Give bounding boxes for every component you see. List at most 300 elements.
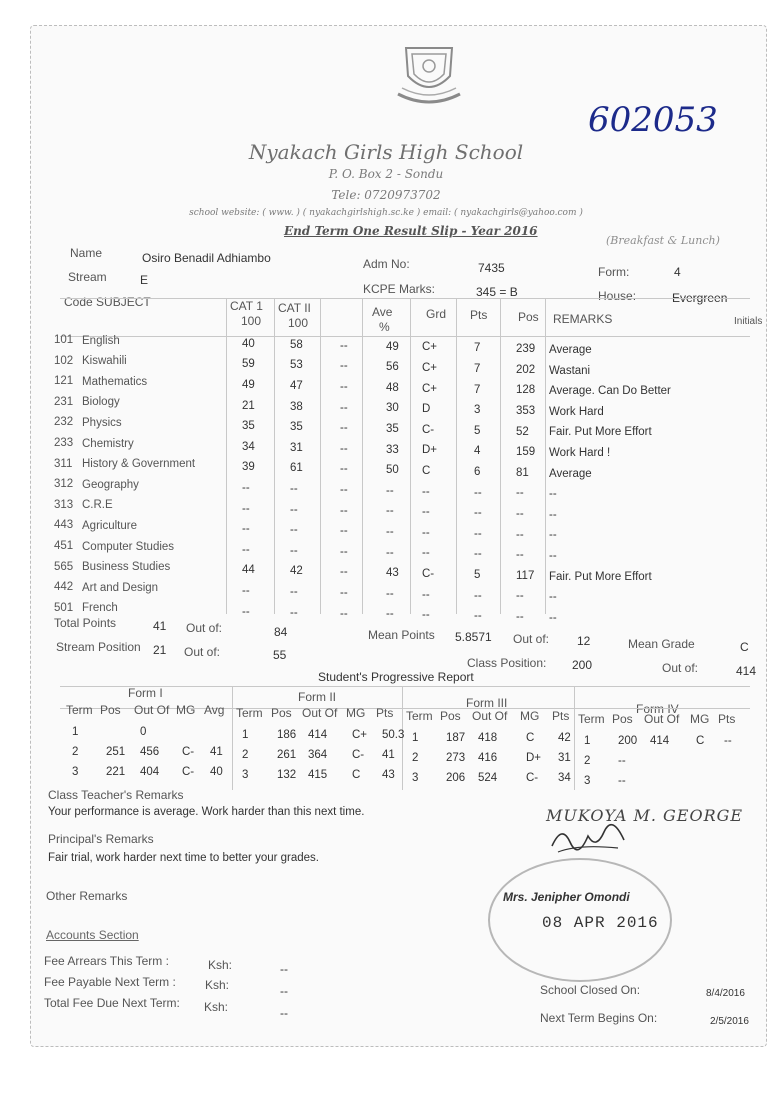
points: 6 xyxy=(474,466,481,478)
kcpe-label: KCPE Marks: xyxy=(363,282,436,296)
progress-header-cell: Term xyxy=(406,709,433,723)
table-col-rule xyxy=(500,298,501,614)
progress-header-cell: Term xyxy=(66,703,93,717)
progress-cell: 414 xyxy=(308,729,328,741)
stamp-date: 08 APR 2016 xyxy=(542,914,659,932)
cat1-score: -- xyxy=(242,502,250,515)
position: -- xyxy=(516,611,524,624)
progress-header-cell: Pts xyxy=(552,709,570,723)
progress-cell: -- xyxy=(618,775,626,787)
table-col-rule xyxy=(410,298,411,614)
cat1-score: 21 xyxy=(242,399,255,412)
position: 128 xyxy=(516,384,536,397)
progress-cell: 415 xyxy=(308,769,328,781)
subject-name: Chemistry xyxy=(82,437,134,450)
stream-value: E xyxy=(140,273,149,287)
mean-out-of-label: Out of: xyxy=(513,632,550,646)
cat2-score: 61 xyxy=(290,462,303,475)
position: 52 xyxy=(516,425,529,438)
cat3-score: -- xyxy=(340,607,348,620)
class-position-value: 200 xyxy=(572,658,593,672)
principal-name: Mrs. Jenipher Omondi xyxy=(503,890,630,904)
principal-remarks-text: Fair trial, work harder next time to better your grades. xyxy=(48,852,319,864)
progress-cell: 40 xyxy=(210,766,223,778)
cat1-score: 40 xyxy=(242,337,255,350)
cat1-score: -- xyxy=(242,481,250,494)
total-points-value: 41 xyxy=(153,619,167,633)
principal-remarks-label: Principal's Remarks xyxy=(48,832,154,846)
average-score: 50 xyxy=(386,464,399,477)
class-teacher-signature: MUKOYA M. GEORGE xyxy=(546,806,744,825)
grade: -- xyxy=(422,485,430,498)
progress-header-cell: MG xyxy=(690,712,710,726)
remarks-header: REMARKS xyxy=(553,312,613,326)
total-fee-due-currency: Ksh: xyxy=(204,1000,229,1014)
progress-cell: 414 xyxy=(650,735,670,747)
cat3-score: -- xyxy=(340,401,348,414)
table-col-rule xyxy=(320,298,321,614)
remark: -- xyxy=(549,549,557,562)
fee-payable-value: -- xyxy=(280,984,288,998)
remark: Average xyxy=(549,343,592,356)
progress-cell: 418 xyxy=(478,732,498,744)
cat2-score: -- xyxy=(290,503,298,516)
position: 353 xyxy=(516,405,536,418)
subject-code: 231 xyxy=(54,395,74,408)
progress-cell: 200 xyxy=(618,735,638,747)
progress-cell: 50.3 xyxy=(382,729,405,741)
cat3-score: -- xyxy=(340,586,348,599)
progress-header-cell: Term xyxy=(236,706,263,720)
cat1-score: 49 xyxy=(242,378,255,391)
progress-header-cell: Pos xyxy=(100,703,121,717)
average-score: -- xyxy=(386,505,394,518)
average-score: 30 xyxy=(386,402,399,415)
cat3-score: -- xyxy=(340,339,348,352)
subject-code: 442 xyxy=(54,581,74,594)
progress-cell: 41 xyxy=(382,749,395,761)
subject-name: Kiswahili xyxy=(82,355,127,368)
slip-title: End Term One Result Slip - Year 2016 xyxy=(284,224,538,238)
cat1-score: -- xyxy=(242,584,250,597)
progress-cell: 31 xyxy=(558,752,571,764)
total-out-of-value: 84 xyxy=(274,625,288,639)
stream-out-of-value: 55 xyxy=(273,648,287,662)
subject-name: Business Studies xyxy=(82,561,171,574)
grade: -- xyxy=(422,588,430,601)
cat2-header: CAT II xyxy=(278,301,311,315)
total-fee-due-value: -- xyxy=(280,1006,288,1020)
points: 4 xyxy=(474,445,481,458)
progress-header-cell: Out Of xyxy=(472,709,508,723)
average-score: 49 xyxy=(386,340,399,353)
cat3-score: -- xyxy=(340,463,348,476)
progress-cell: C- xyxy=(352,749,365,761)
remark: Average. Can Do Better xyxy=(549,385,671,398)
total-points-label: Total Points xyxy=(54,616,117,630)
cat2-score: -- xyxy=(290,544,298,557)
progress-cell: 251 xyxy=(106,746,126,758)
subject-name: Art and Design xyxy=(82,581,159,594)
subject-name: History & Government xyxy=(82,458,196,471)
progress-header-cell: MG xyxy=(520,709,540,723)
house-value: Evergreen xyxy=(672,291,728,305)
progress-header-cell: Out Of xyxy=(134,703,170,717)
cat2-score: 35 xyxy=(290,421,303,434)
class-out-of-label: Out of: xyxy=(662,661,699,675)
grade: -- xyxy=(422,526,430,539)
cat2-score: 47 xyxy=(290,379,303,392)
progress-cell: 261 xyxy=(277,749,297,761)
progress-cell: D+ xyxy=(526,752,542,764)
progress-cell: 3 xyxy=(584,775,591,787)
cat1-score: -- xyxy=(242,605,250,618)
fee-arrears-currency: Ksh: xyxy=(208,958,233,972)
progress-cell: 1 xyxy=(412,732,419,744)
subject-code: 233 xyxy=(54,437,74,449)
progress-header-cell: Out Of xyxy=(644,712,680,726)
cat1-score: -- xyxy=(242,543,250,556)
accounts-section-title: Accounts Section xyxy=(46,928,139,942)
progress-cell: 42 xyxy=(558,732,571,744)
other-remarks-label: Other Remarks xyxy=(46,889,128,903)
progress-cell: 273 xyxy=(446,752,466,764)
handwritten-code: 602053 xyxy=(588,100,718,140)
progress-cell: 2 xyxy=(412,752,419,764)
fee-arrears-value: -- xyxy=(280,962,288,976)
points: 3 xyxy=(474,404,481,417)
next-term-date: 2/5/2016 xyxy=(710,1016,749,1027)
progress-cell: 221 xyxy=(106,766,126,778)
position: -- xyxy=(516,528,524,541)
points: 7 xyxy=(474,383,481,396)
progress-header-cell: Pos xyxy=(440,709,461,723)
grade: -- xyxy=(422,506,430,519)
subject-name: Physics xyxy=(82,416,122,429)
cat3-score: -- xyxy=(340,360,348,373)
progress-cell: 41 xyxy=(210,746,223,758)
progress-header-cell: MG xyxy=(176,703,196,717)
table-top-rule xyxy=(60,298,750,299)
points: -- xyxy=(474,589,482,602)
average-score: -- xyxy=(386,484,394,497)
stream-label: Stream xyxy=(68,270,107,284)
average-score: -- xyxy=(386,526,394,539)
cat1-out-header: 100 xyxy=(241,314,262,328)
form4-label: Form IV xyxy=(636,702,679,716)
remark: Work Hard xyxy=(549,405,604,418)
cat2-score: 42 xyxy=(290,565,303,578)
fee-payable-currency: Ksh: xyxy=(205,978,230,992)
school-crest-logo xyxy=(392,42,466,108)
progress-cell: C+ xyxy=(352,729,368,741)
progress-cell: 524 xyxy=(478,772,498,784)
mean-grade-value: C xyxy=(740,640,749,654)
code-subject-header: Code SUBJECT xyxy=(64,295,151,309)
mean-out-of-value: 12 xyxy=(577,634,591,648)
points: 5 xyxy=(474,424,481,437)
points: 5 xyxy=(474,569,481,581)
next-term-label: Next Term Begins On: xyxy=(540,1011,658,1025)
grade: C+ xyxy=(422,341,438,354)
position: 117 xyxy=(516,569,535,582)
progress-cell: 2 xyxy=(242,749,249,761)
ave-pct-header: % xyxy=(379,320,390,334)
subject-code: 451 xyxy=(54,540,74,552)
subject-code: 311 xyxy=(54,457,73,470)
points: -- xyxy=(474,610,482,623)
grade: C- xyxy=(422,567,435,580)
progress-cell: 364 xyxy=(308,749,328,761)
top-right-note: (Breakfast & Lunch) xyxy=(606,234,720,247)
cat1-score: 35 xyxy=(242,420,255,433)
pos-header: Pos xyxy=(518,310,539,324)
average-score: 56 xyxy=(386,361,399,374)
cat2-score: -- xyxy=(290,585,298,598)
cat3-score: -- xyxy=(340,422,348,435)
form1-label: Form I xyxy=(128,686,163,700)
progress-cell: 0 xyxy=(140,726,147,738)
progress-cell: 2 xyxy=(584,755,591,767)
progress-cell: 3 xyxy=(242,769,249,781)
average-score: -- xyxy=(386,608,394,621)
class-teacher-remarks-text: Your performance is average. Work harder than this next time. xyxy=(48,806,365,818)
cat2-score: 38 xyxy=(290,400,303,413)
mean-grade-label: Mean Grade xyxy=(628,637,695,651)
cat3-score: -- xyxy=(340,442,348,455)
fee-arrears-label: Fee Arrears This Term : xyxy=(44,954,169,968)
progress-cell: 456 xyxy=(140,746,160,758)
form3-label: Form III xyxy=(466,696,508,710)
subject-code: 501 xyxy=(54,601,74,614)
progress-cell: C xyxy=(352,769,361,781)
position: -- xyxy=(516,549,524,562)
pts-header: Pts xyxy=(470,308,488,322)
average-score: -- xyxy=(386,546,394,559)
cat2-score: 53 xyxy=(290,359,303,372)
remark: Work Hard ! xyxy=(549,446,611,459)
remark: -- xyxy=(549,591,557,604)
class-teacher-remarks-label: Class Teacher's Remarks xyxy=(48,788,184,802)
remark: -- xyxy=(549,508,557,521)
progress-cell: 3 xyxy=(72,766,79,778)
cat1-score: 44 xyxy=(242,564,255,577)
average-score: 33 xyxy=(386,443,399,456)
cat1-score: 34 xyxy=(242,440,255,453)
school-closed-label: School Closed On: xyxy=(540,983,641,997)
subject-code: 443 xyxy=(54,519,74,532)
class-out-of-value: 414 xyxy=(736,664,757,678)
mean-points-value: 5.8571 xyxy=(455,630,492,644)
cat3-score: -- xyxy=(340,483,348,496)
progress-col-rule xyxy=(574,686,575,790)
progress-header-cell: Pts xyxy=(376,706,394,720)
progress-cell: -- xyxy=(724,735,732,747)
mean-points-label: Mean Points xyxy=(368,628,435,642)
progress-cell: 187 xyxy=(446,732,466,744)
table-col-rule xyxy=(362,298,363,614)
class-position-label: Class Position: xyxy=(467,656,547,670)
remark: Fair. Put More Effort xyxy=(549,426,652,439)
cat1-score: -- xyxy=(242,523,250,536)
points: 7 xyxy=(474,342,481,355)
cat2-score: -- xyxy=(290,524,298,537)
average-score: 48 xyxy=(386,381,399,394)
grd-header: Grd xyxy=(426,307,447,321)
subject-name: Biology xyxy=(82,396,120,409)
progress-cell: -- xyxy=(618,755,626,767)
table-col-rule xyxy=(545,298,546,614)
progress-cell: 2 xyxy=(72,746,79,758)
house-label: House: xyxy=(598,289,637,303)
table-header-rule xyxy=(60,336,750,337)
stream-position-value: 21 xyxy=(153,643,167,657)
cat1-score: 59 xyxy=(242,358,255,371)
progress-cell: C- xyxy=(182,766,195,778)
position: 81 xyxy=(516,466,529,479)
progress-cell: C- xyxy=(182,746,195,758)
subject-name: English xyxy=(82,334,120,347)
progress-cell: 43 xyxy=(382,769,395,781)
adm-number: 7435 xyxy=(478,261,505,275)
principal-signature-scribble xyxy=(548,822,628,856)
position: -- xyxy=(516,487,524,500)
subject-code: 102 xyxy=(54,354,74,367)
progress-header-cell: Pts xyxy=(718,712,736,726)
form-label: Form: xyxy=(598,265,630,279)
grade: -- xyxy=(422,547,430,560)
remark: Average xyxy=(549,467,592,480)
cat3-score: -- xyxy=(340,545,348,558)
cat2-out-header: 100 xyxy=(288,316,309,330)
grade: D xyxy=(422,403,431,416)
position: 202 xyxy=(516,363,536,376)
progress-header-cell: MG xyxy=(346,706,366,720)
progress-header-cell: Avg xyxy=(204,703,225,717)
student-name: Osiro Benadil Adhiambo xyxy=(142,251,271,265)
grade: -- xyxy=(422,609,430,622)
grade: C xyxy=(422,464,431,477)
remark: Wastani xyxy=(549,364,591,377)
position: 239 xyxy=(516,343,536,356)
progress-header-cell: Out Of xyxy=(302,706,338,720)
grade: C+ xyxy=(422,382,438,395)
average-score: 35 xyxy=(386,423,399,436)
subject-name: Mathematics xyxy=(82,375,148,388)
stream-position-label: Stream Position xyxy=(56,640,141,654)
points: -- xyxy=(474,507,482,520)
school-tel: Tele: 0720973702 xyxy=(331,188,441,202)
progress-top-rule xyxy=(60,686,750,687)
progress-header-cell: Pos xyxy=(612,712,633,726)
progress-cell: 206 xyxy=(446,772,466,784)
average-score: 43 xyxy=(386,567,399,580)
cat3-score: -- xyxy=(340,566,348,579)
subject-code: 232 xyxy=(54,416,74,429)
fee-payable-label: Fee Payable Next Term : xyxy=(44,975,176,989)
cat2-score: -- xyxy=(290,606,298,619)
progress-cell: 3 xyxy=(412,772,419,784)
subject-code: 121 xyxy=(54,375,74,388)
subject-name: Agriculture xyxy=(82,519,137,532)
subject-code: 565 xyxy=(54,560,74,573)
progress-cell: 34 xyxy=(558,772,571,784)
progress-cell: 186 xyxy=(277,729,297,741)
progress-cell: 1 xyxy=(584,735,591,747)
subject-name: Geography xyxy=(82,478,139,491)
form2-label: Form II xyxy=(298,690,336,704)
remark: -- xyxy=(549,611,557,624)
position: 159 xyxy=(516,446,536,459)
subject-code: 312 xyxy=(54,478,74,491)
cat3-score: -- xyxy=(340,504,348,517)
school-website-email: school website: ( www. ) ( nyakachgirlshigh.sc.ke ) email: ( nyakachgirls@yahoo.com ) xyxy=(189,208,583,218)
progress-header-cell: Pos xyxy=(271,706,292,720)
progress-title: Student's Progressive Report xyxy=(318,670,474,684)
points: 7 xyxy=(474,363,481,375)
initials-header: Initials xyxy=(734,316,763,327)
table-col-rule xyxy=(274,298,275,614)
progress-cell: 1 xyxy=(72,726,79,738)
progress-cell: C xyxy=(526,732,535,744)
subject-code: 101 xyxy=(54,334,74,346)
cat3-score: -- xyxy=(340,380,348,393)
position: -- xyxy=(516,508,524,521)
cat1-score: 39 xyxy=(242,461,255,474)
cat2-score: 31 xyxy=(290,441,303,454)
progress-cell: 416 xyxy=(478,752,498,764)
school-closed-date: 8/4/2016 xyxy=(706,988,745,999)
adm-label: Adm No: xyxy=(363,257,410,271)
points: -- xyxy=(474,486,482,499)
cat2-score: -- xyxy=(290,482,298,495)
subject-name: C.R.E xyxy=(82,499,113,512)
ave-header: Ave xyxy=(372,305,393,319)
grade: D+ xyxy=(422,444,438,457)
kcpe-value: 345 = B xyxy=(476,285,518,299)
school-address: P. O. Box 2 - Sondu xyxy=(328,167,444,181)
total-out-of-label: Out of: xyxy=(186,621,223,635)
remark: -- xyxy=(549,488,557,501)
subject-code: 313 xyxy=(54,498,74,511)
subject-name: Computer Studies xyxy=(82,540,175,553)
progress-cell: 404 xyxy=(140,766,160,778)
cat2-score: 58 xyxy=(290,338,303,351)
points: -- xyxy=(474,548,482,561)
total-fee-due-label: Total Fee Due Next Term: xyxy=(44,996,180,1010)
grade: C+ xyxy=(422,361,438,374)
stream-out-of-label: Out of: xyxy=(184,645,221,659)
cat1-header: CAT 1 xyxy=(230,299,263,313)
cat3-score: -- xyxy=(340,525,348,538)
progress-col-rule xyxy=(232,686,233,790)
points: -- xyxy=(474,527,482,540)
remark: -- xyxy=(549,529,557,542)
name-label: Name xyxy=(70,246,103,260)
table-col-rule xyxy=(456,298,457,614)
position: -- xyxy=(516,590,524,603)
school-name: Nyakach Girls High School xyxy=(248,140,524,164)
progress-cell: 132 xyxy=(277,769,297,781)
form-value: 4 xyxy=(674,265,681,279)
progress-cell: C xyxy=(696,735,705,747)
grade: C- xyxy=(422,423,435,436)
subject-name: French xyxy=(82,602,118,615)
progress-cell: 1 xyxy=(242,729,249,741)
average-score: -- xyxy=(386,587,394,600)
progress-cell: C- xyxy=(526,772,539,784)
table-col-rule xyxy=(226,298,227,614)
